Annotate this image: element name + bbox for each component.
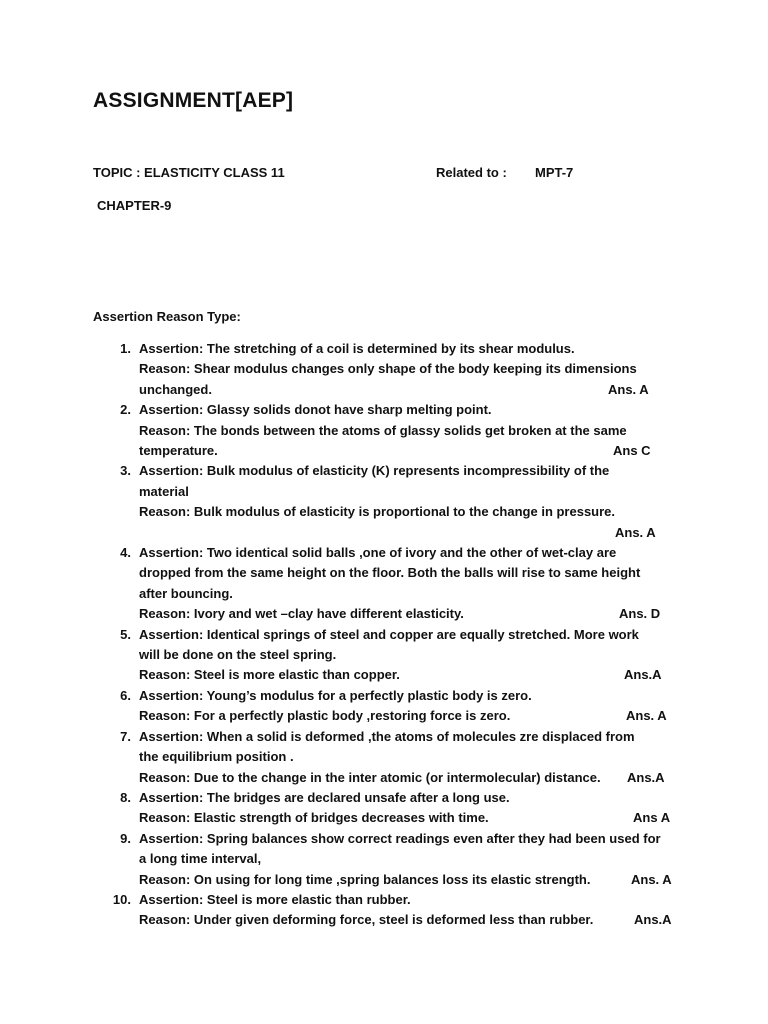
question-line [139,890,680,910]
question-text: Assertion: Spring balances show correct readings even after they had been used for [139,830,661,846]
question-line [139,584,680,604]
chapter-label: CHAPTER-9 [97,198,172,213]
question-number: 5. [120,626,131,642]
question-line [139,686,680,706]
question-item [0,543,768,625]
question-number: 9. [120,830,131,846]
question-line [139,788,680,808]
question-text: Assertion: Bulk modulus of elasticity (K) represents incompressibility of the [139,463,610,479]
question-item [0,829,768,890]
question-line [139,910,680,930]
question-line [139,625,680,645]
topic-row [93,165,693,183]
question-item [0,400,768,461]
question-line [139,441,680,461]
question-text: after bouncing. [139,585,233,601]
question-text: Assertion: The stretching of a coil is determined by its shear modulus. [139,341,575,356]
question-text: Assertion: Identical springs of steel and copper are equally stretched. More work [139,626,639,642]
section-heading: Assertion Reason Type: [93,309,241,324]
question-text: unchanged. [139,381,212,397]
answer-label: Ans A [633,810,671,826]
question-text: Assertion: Young’s modulus for a perfectly plastic body is zero. [139,687,532,703]
question-line [139,727,680,747]
question-line [139,808,680,828]
question-line [139,421,680,441]
question-item [0,788,768,829]
question-text: Reason: Steel is more elastic than copper. [139,667,400,683]
question-item [0,727,768,788]
question-line [139,380,680,400]
question-number: 6. [120,687,131,703]
question-line [139,339,680,359]
question-line [139,461,680,481]
question-line [139,665,680,685]
question-item [0,461,768,543]
related-value: MPT-7 [535,165,574,180]
answer-line [139,523,680,543]
question-line [139,482,680,502]
question-text: a long time interval, [139,851,262,867]
question-line [139,706,680,726]
question-line [139,768,680,788]
question-line [139,400,680,420]
question-line [139,870,680,890]
question-number: 4. [120,545,131,561]
question-text: Reason: Under given deforming force, steel is deformed less than rubber. [139,912,594,928]
answer-label: Ans.A [627,769,665,785]
question-text: Reason: Shear modulus changes only shape of the body keeping its dimensions [139,361,637,377]
question-line [139,543,680,563]
answer-label: Ans. A [615,524,656,540]
answer-label: Ans. A [631,871,672,887]
question-text: Assertion: Steel is more elastic than rubber. [139,891,411,907]
question-text: temperature. [139,443,218,459]
question-number: 7. [120,728,131,744]
question-text: Assertion: The bridges are declared unsafe after a long use. [139,789,510,805]
question-line [139,563,680,583]
question-number: 10. [112,891,131,907]
question-number: 3. [120,463,131,479]
question-text: Reason: Bulk modulus of elasticity is proportional to the change in pressure. [139,504,616,520]
question-text: Reason: Ivory and wet –clay have different elasticity. [139,606,464,622]
question-line [139,604,680,624]
related-label: Related to : [436,165,507,180]
answer-label: Ans. A [608,381,649,397]
answer-label: Ans.A [634,912,672,928]
answer-label: Ans.A [624,667,662,683]
question-line [139,747,680,767]
topic-label: TOPIC : ELASTICITY CLASS 11 [93,165,285,180]
question-text: dropped from the same height on the floor. Both the balls will rise to same height [139,565,641,581]
question-text: the equilibrium position . [139,749,294,765]
question-number: 1. [120,341,131,356]
question-number: 8. [120,789,131,805]
question-line [139,359,680,379]
question-text: Assertion: Two identical solid balls ,one of ivory and the other of wet-clay are [139,545,617,561]
answer-label: Ans C [613,443,651,459]
question-line [139,829,680,849]
question-text: Reason: Elastic strength of bridges decreases with time. [139,810,489,826]
question-text: Assertion: Glassy solids donot have sharp melting point. [139,402,492,418]
question-text: Reason: Due to the change in the inter atomic (or intermolecular) distance. [139,769,601,785]
answer-label: Ans. A [626,708,667,724]
question-text: Reason: On using for long time ,spring balances loss its elastic strength. [139,871,591,887]
question-item [0,625,768,686]
question-text: will be done on the steel spring. [139,647,337,663]
question-item [0,890,768,931]
question-number: 2. [120,402,131,418]
answer-label: Ans. D [619,606,661,622]
question-list [0,339,768,931]
question-line [139,502,680,522]
question-line [139,645,680,665]
question-line [139,849,680,869]
question-text: material [139,483,189,499]
question-item [0,339,768,400]
page-title: ASSIGNMENT[AEP] [93,89,294,112]
question-text: Reason: For a perfectly plastic body ,restoring force is zero. [139,708,511,724]
question-item [0,686,768,727]
question-text: Assertion: When a solid is deformed ,the atoms of molecules zre displaced from [139,728,635,744]
question-text: Reason: The bonds between the atoms of glassy solids get broken at the same [139,422,627,438]
